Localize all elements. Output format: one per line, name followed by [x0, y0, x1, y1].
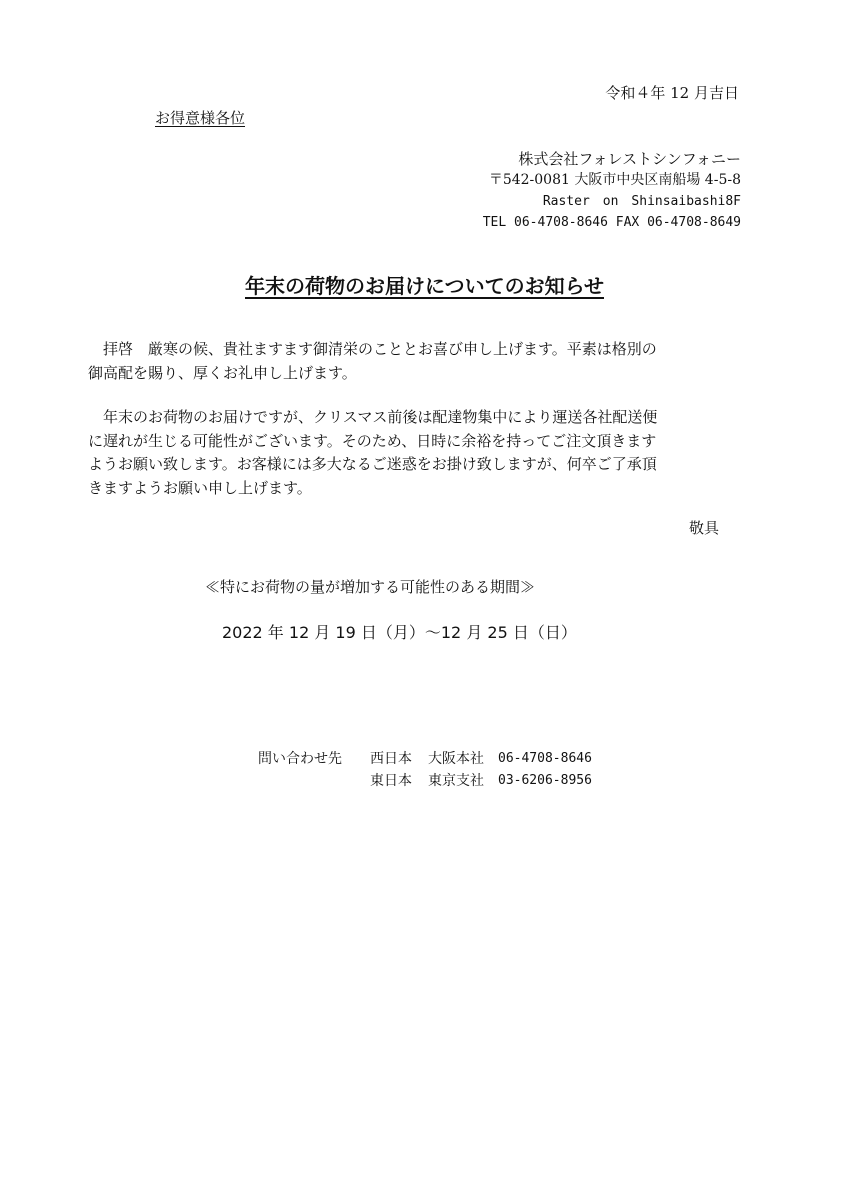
contact-region: 東日本	[370, 773, 412, 789]
contact-office: 東京支社	[428, 773, 484, 789]
document-title-text: 年末の荷物のお届けについてのお知らせ	[245, 274, 604, 298]
contact-phone: 03-6206-8956	[498, 773, 592, 788]
sender-company: 株式会社フォレストシンフォニー	[518, 150, 741, 168]
contact-row	[258, 770, 592, 792]
contact-label: 問い合わせ先	[258, 751, 342, 767]
notice-paragraph	[88, 406, 748, 500]
contact-office: 大阪本社	[428, 751, 484, 767]
recipient: お得意様各位	[155, 109, 246, 127]
document-date: 令和４年 12 月吉日	[605, 84, 739, 102]
paragraph-line: きますようお願い申し上げます。	[88, 478, 312, 497]
contact-block	[258, 748, 592, 792]
sender-building: Raster on Shinsaibashi8F	[542, 194, 741, 209]
period-heading: ≪特にお荷物の量が増加する可能性のある期間≫	[205, 578, 536, 596]
paragraph-line: 御高配を賜り、厚くお礼申し上げます。	[88, 363, 357, 382]
paragraph-line: に遅れが生じる可能性がございます。そのため、日時に余裕を持ってご注文頂きます	[88, 431, 657, 450]
sender-address: 〒542-0081 大阪市中央区南船場 4-5-8	[488, 172, 741, 188]
period-range: 2022 年 12 月 19 日（月）～12 月 25 日（日）	[222, 623, 577, 642]
contact-phone: 06-4708-8646	[498, 751, 592, 766]
document-title	[0, 270, 849, 299]
greeting-paragraph	[88, 338, 748, 385]
paragraph-line: 年末のお荷物のお届けですが、クリスマス前後は配達物集中により運送各社配送便	[88, 408, 658, 426]
paragraph-line: 拝啓 厳寒の候、貴社ますます御清栄のこととお喜び申し上げます。平素は格別の	[88, 340, 657, 358]
sender-tel-fax: TEL 06-4708-8646 FAX 06-4708-8649	[482, 215, 741, 230]
paragraph-line: ようお願い致します。お客様には多大なるご迷惑をお掛け致しますが、何卒ご了承頂	[88, 455, 657, 473]
contact-label-spacer	[258, 770, 370, 792]
contact-region: 西日本	[370, 751, 412, 767]
sender-block	[483, 148, 741, 233]
contact-row	[258, 748, 592, 770]
closing-word: 敬具	[688, 519, 719, 537]
